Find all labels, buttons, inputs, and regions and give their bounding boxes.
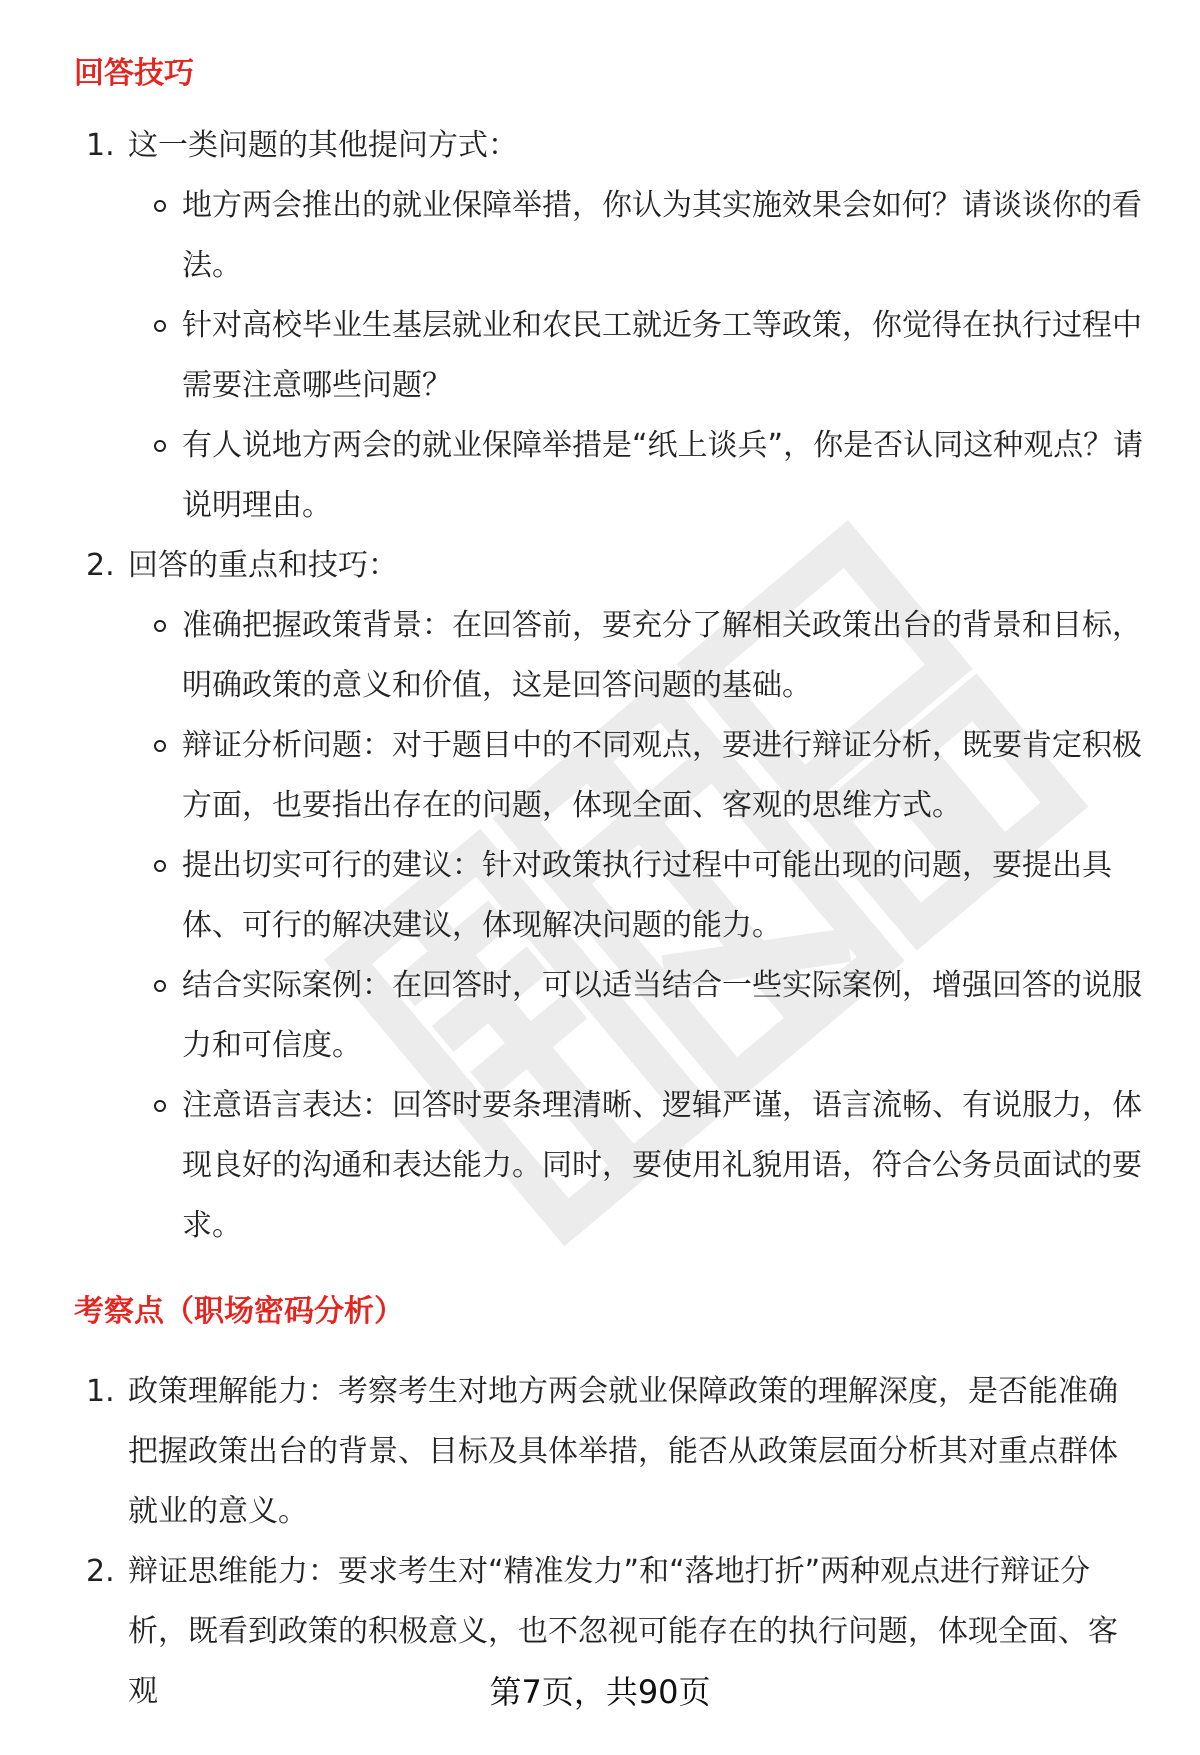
sub-list — [74, 176, 1144, 536]
list-item-text: 回答的重点和技巧： — [128, 548, 398, 583]
sub-list-item — [74, 176, 1144, 296]
sub-list-item-text: 地方两会推出的就业保障举措，你认为其实施效果会如何？请谈谈你的看法。 — [182, 188, 1142, 283]
list-number: 1. — [86, 128, 115, 163]
bullet-circle-icon — [154, 440, 166, 452]
list-item — [74, 116, 1144, 176]
ordered-list-tips — [74, 116, 1144, 1256]
sub-list-item — [74, 956, 1144, 1076]
sub-list-item — [74, 1076, 1144, 1256]
bullet-circle-icon — [154, 320, 166, 332]
sub-list-item — [74, 716, 1144, 836]
bullet-circle-icon — [154, 860, 166, 872]
bullet-circle-icon — [154, 740, 166, 752]
list-item-text: 政策理解能力：考察考生对地方两会就业保障政策的理解深度，是否能准确把握政策出台的背景、目标及具体举措，能否从政策层面分析其对重点群体就业的意义。 — [128, 1374, 1118, 1529]
list-item-text: 这一类问题的其他提问方式： — [128, 128, 518, 163]
section-heading-assessment-points: 考察点（职场密码分析） — [74, 1294, 404, 1329]
sub-list-item — [74, 416, 1144, 536]
sub-list-item-text: 有人说地方两会的就业保障举措是“纸上谈兵”，你是否认同这种观点？请说明理由。 — [182, 428, 1144, 523]
list-number: 2. — [86, 548, 115, 583]
list-item-text: 辩证思维能力：要求考生对“精准发力”和“落地打折”两种观点进行辩证分析，既看到政策的积极意义，也不忽视可能存在的执行问题，体现全面、客观 — [128, 1554, 1118, 1709]
page-footer: 第7页，共90页 — [489, 1673, 711, 1711]
sub-list-item-text: 准确把握政策背景：在回答前，要充分了解相关政策出台的背景和目标，明确政策的意义和价值，这是回答问题的基础。 — [182, 608, 1142, 703]
list-number: 2. — [86, 1554, 115, 1589]
sub-list-item-text: 注意语言表达：回答时要条理清晰、逻辑严谨，语言流畅、有说服力，体现良好的沟通和表达能力。同时，要使用礼貌用语，符合公务员面试的要求。 — [182, 1088, 1142, 1243]
list-item — [74, 536, 1144, 596]
bullet-circle-icon — [154, 620, 166, 632]
bullet-circle-icon — [154, 980, 166, 992]
bullet-circle-icon — [154, 200, 166, 212]
sub-list — [74, 596, 1144, 1256]
list-item — [74, 1362, 1144, 1542]
sub-list-item — [74, 836, 1144, 956]
sub-list-item-text: 结合实际案例：在回答时，可以适当结合一些实际案例，增强回答的说服力和可信度。 — [182, 968, 1142, 1063]
ordered-list-assessment — [74, 1362, 1144, 1722]
sub-list-item — [74, 296, 1144, 416]
bullet-circle-icon — [154, 1100, 166, 1112]
section-heading-answer-tips: 回答技巧 — [74, 56, 194, 91]
sub-list-item-text: 针对高校毕业生基层就业和农民工就近务工等政策，你觉得在执行过程中需要注意哪些问题？ — [182, 308, 1142, 403]
sub-list-item-text: 提出切实可行的建议：针对政策执行过程中可能出现的问题，要提出具体、可行的解决建议，体现解决问题的能力。 — [182, 848, 1112, 943]
sub-list-item — [74, 596, 1144, 716]
list-number: 1. — [86, 1374, 115, 1409]
sub-list-item-text: 辩证分析问题：对于题目中的不同观点，要进行辩证分析，既要肯定积极方面，也要指出存在的问题，体现全面、客观的思维方式。 — [182, 728, 1142, 823]
